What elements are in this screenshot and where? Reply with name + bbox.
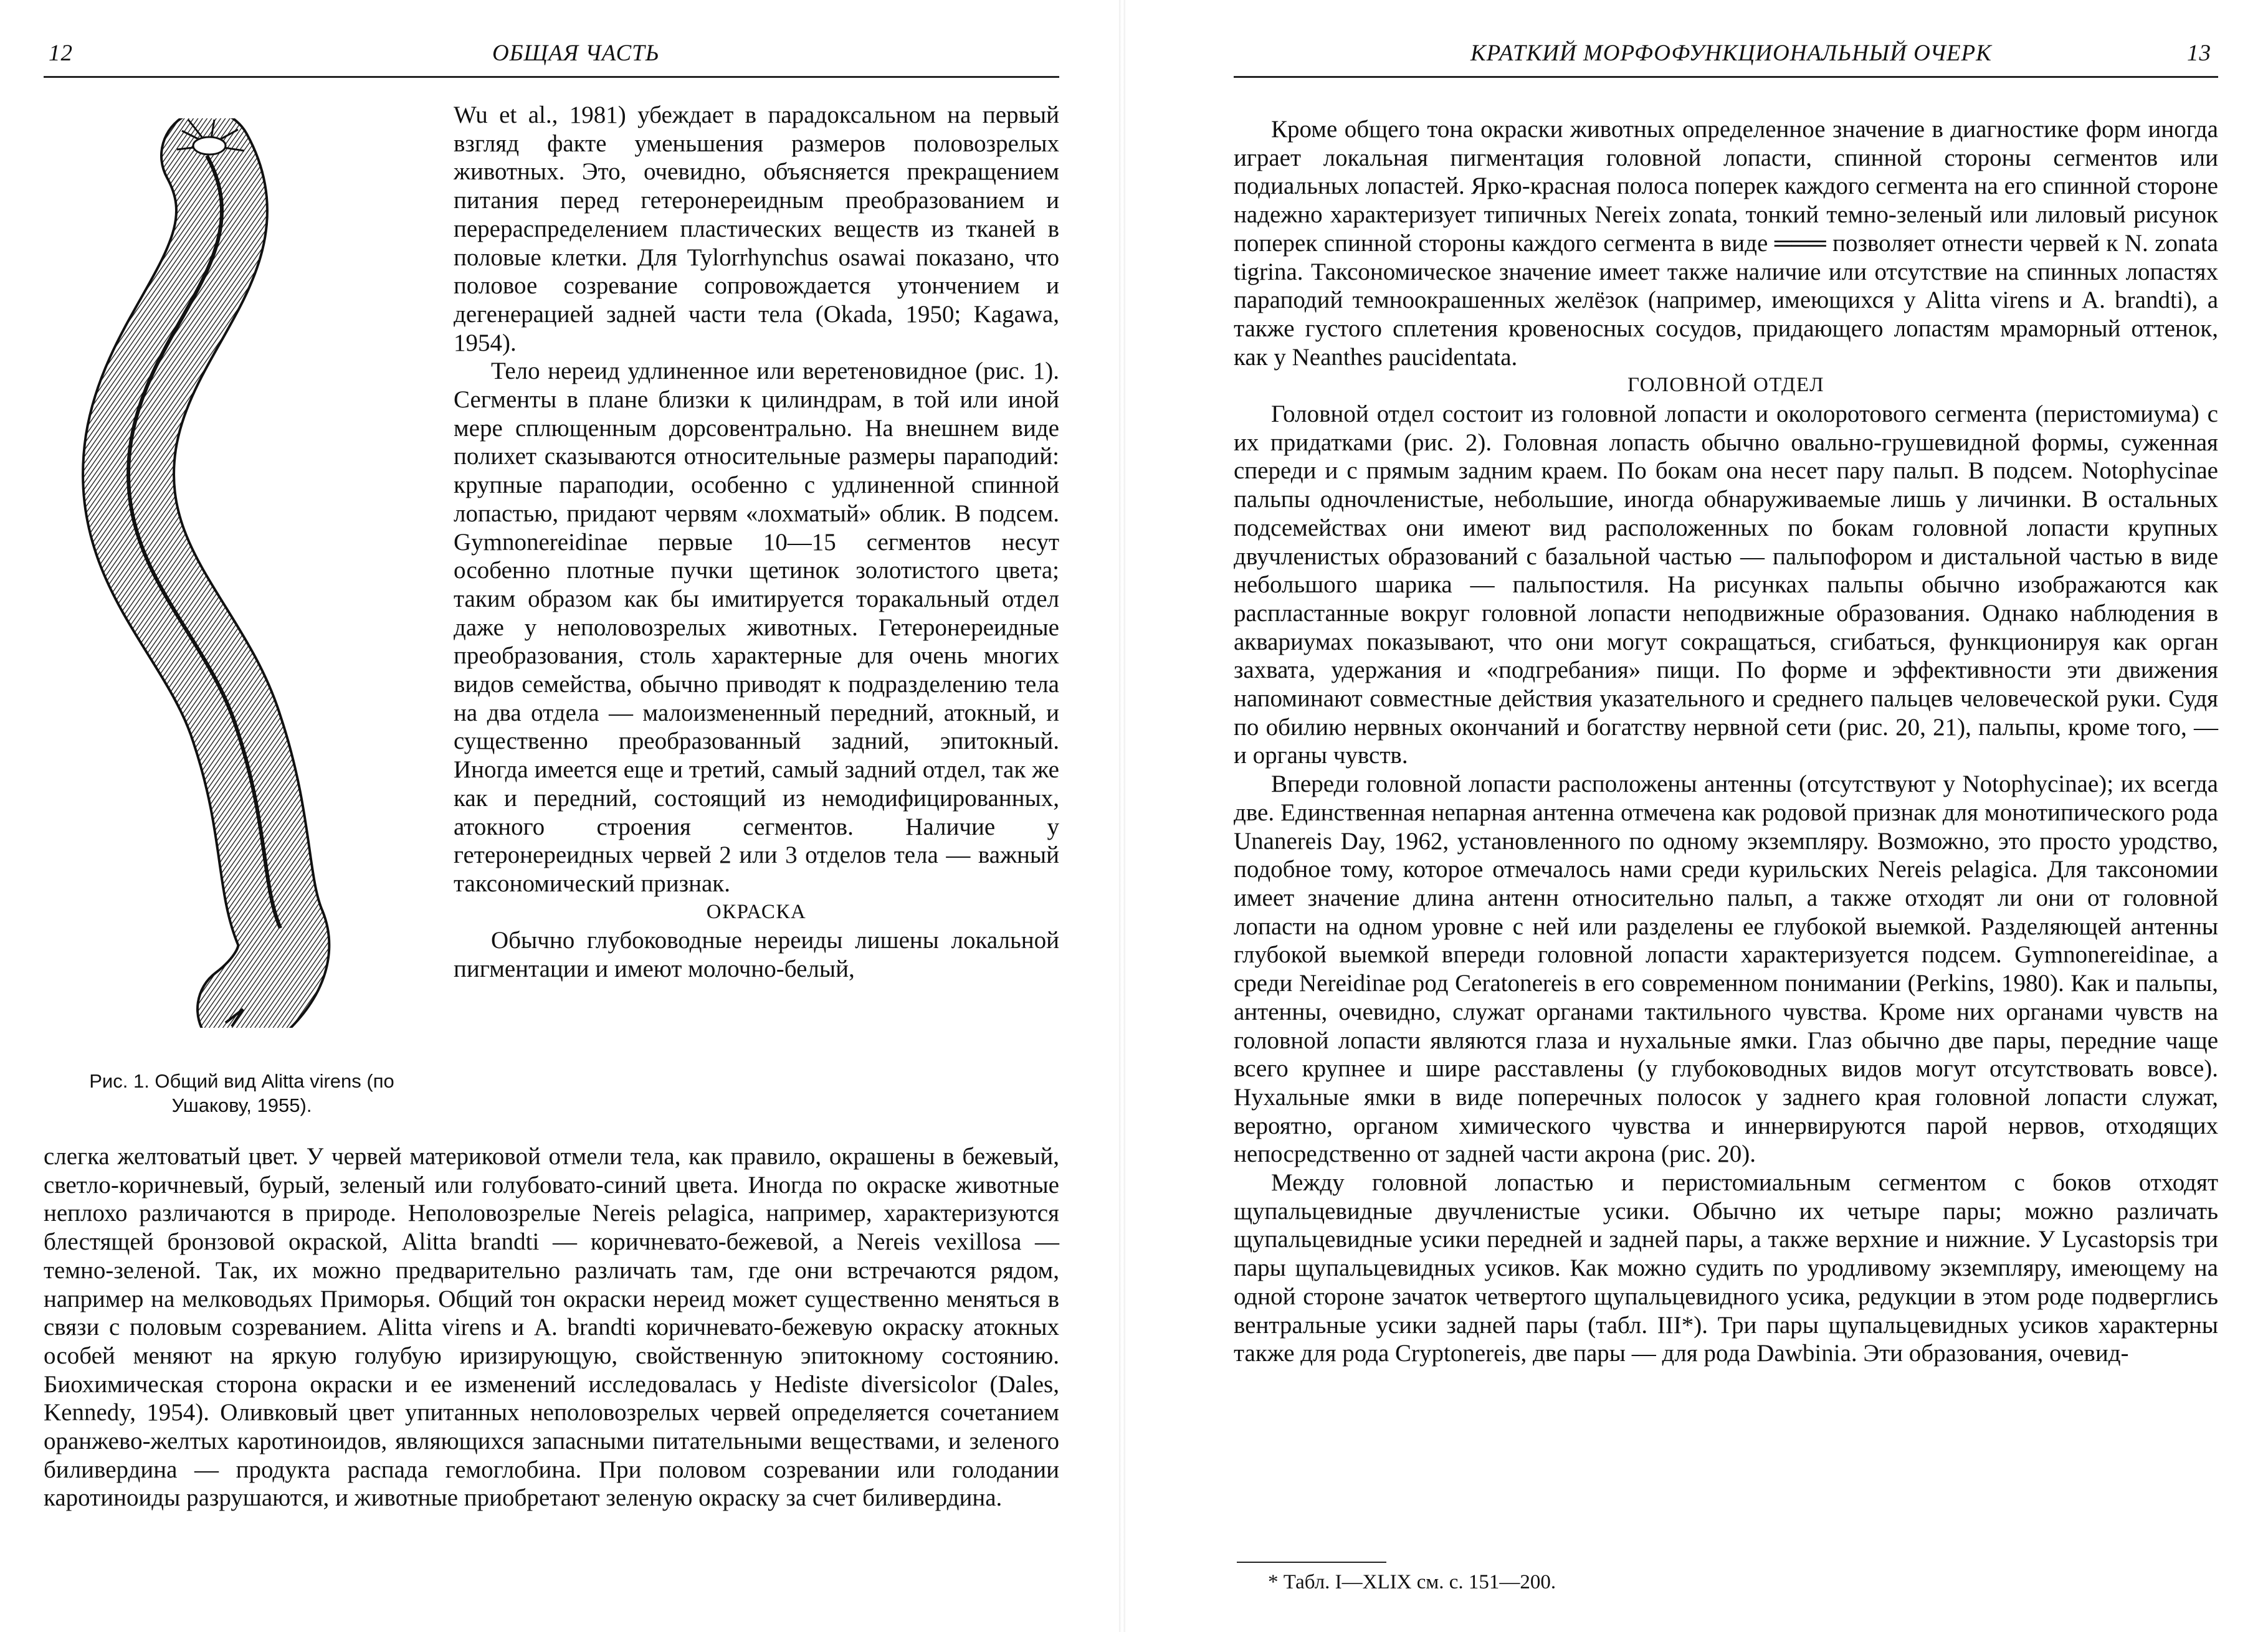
paragraph: Тело нереид удлиненное или веретеновидное (рис. 1). Сегменты в плане близки к цилиндрам, в той или иной мере сплющенным дорсовентрально. На внешнем виде полихет сказываются относительные размеры параподий: крупные параподии, особенно с удлиненной спинной лопастью, придают червям «лохматый» облик. В подсем. Gymnonereidinae первые 10—15 сегментов несут особенно плотные пучки щетинок золотистого цвета; таким образом как бы имитируется торакальный отдел даже у неполовозрелых животных. Гетеронереидные преобразования, столь характерные для очень многих видов семейства, обычно приводят к подразделению тела на два отдела — малоизмененный передний, атокный, и существенно преобразованный задний, эпитокный. Иногда имеется еще и третий, самый задний отдел, так же как и передний, состоящий из немодифицированных, атокного строения сегментов. Наличие у гетеронереидных червей 2 или 3 отделов тела — важный таксономический признак.	[454, 358, 1059, 897]
paragraph: слегка желтоватый цвет. У червей материковой отмели тела, как правило, окрашены в бежевый, светло-коричневый, бурый, зеленый или голубовато-синий цвета. Иногда по окраске животные неплохо различаются в природе. Неполовозрелые Nereis pelagica, например, характеризуются блестящей бронзовой окраской, Alitta brandti — коричневато-бежевой, a Nereis vexillosa — темно-зеленой. Так, их можно предварительно различать там, где они встречаются рядом, например на мелководьях Приморья. Общий тон окраски нереид может существенно меняться в связи с половым созреванием. Alitta virens и A. brandti коричневато-бежевую окраску атокных особей меняют на яркую голубую иризирующую, свойственную эпитокному состоянию. Биохимическая сторона окраски и ее изменений исследовалась у Hediste diversicolor (Dales, Kennedy, 1954). Оливковый цвет упитанных неполовозрелых червей определяется сочетанием оранжево-желтых каротиноидов, являющихся запасными питательными веществами, и зеленого биливердина — продукта распада гемоглобина. При половом созревании или голодании каротиноиды разрушаются, и животные приобретают зеленую окраску за счет биливердина.	[44, 1143, 1059, 1512]
header-rule-left	[44, 76, 1059, 78]
section-heading: ГОЛОВНОЙ ОТДЕЛ	[1627, 374, 1824, 397]
running-head-right: КРАТКИЙ МОРФОФУНКЦИОНАЛЬНЫЙ ОЧЕРК	[1470, 40, 1992, 66]
paragraph: Впереди головной лопасти расположены антенны (отсутствуют у Notophycinae); их всегда две. Единственная непарная антенна отмечена как родовой признак для монотипического рода Unanereis Day, 1962, установленного по одному экземпляру. Возможно, это просто уродство, подобное тому, которое отмечалось нами среди курильских Nereis pelagica. Для таксономии имеет значение длина антенн относительно пальп, а также отходят ли они от головной лопасти на одном уровне с ней или разделены ее глубокой выемкой. Разделяющей антенны глубокой выемкой впереди головной лопасти характеризуется подсем. Gymnonereidinae, а среди Nereidinae род Ceratonereis в его современном понимании (Perkins, 1980). Как и пальпы, антенны, очевидно, служат органами тактильного чувства. Кроме них органами чувств на головной лопасти являются глаза и нухальные ямки. Глаз обычно две пары, передние чаще всего крупнее и шире расставлены (у глубоководных видов могут отсутствовать вовсе). Нухальные ямки в виде поперечных полосок у заднего края головной лопасти служат, вероятно, органом химического чувства и иннервируются парой нервов, отходящих непосредственно от задней части акрона (рис. 20).	[1234, 771, 2218, 1168]
page-number-right: 13	[2187, 40, 2211, 66]
header-rule-right	[1234, 76, 2218, 78]
paragraph: Wu et al., 1981) убеждает в парадоксальном на первый взгляд факте уменьшения размеров половозрелых животных. Это, очевидно, объясняется прекращением питания перед гетеронереидным преобразованием и перераспределением пластических веществ из тканей в половые клетки. Для Tylorrhynchus osawai показано, что половое созревание сопровождается утончением и дегенерацией задней части тела (Okada, 1950; Kagawa, 1954).	[454, 102, 1059, 356]
left-right-column	[454, 101, 1059, 984]
right-page	[1122, 0, 2268, 1632]
right-text	[1234, 115, 2218, 1368]
paragraph: Головной отдел состоит из головной лопасти и околоротового сегмента (перистомиума) с их придатками (рис. 2). Головная лопасть обычно овально-грушевидной формы, суженная спереди и с прямым задним краем. По бокам она несет пару пальп. В подсем. Notophycinae пальпы одночленистые, небольшие, иногда обнаруживаемые лишь у личинки. В остальных подсемействах они имеют вид расположенных по бокам головной лопасти крупных двучленистых образований с базальной частью — пальпофором и дистальной частью в виде небольшого шарика — пальпостиля. На рисунках пальпы обычно изображаются как распластанные вокруг головной лопасти неподвижные образования. Однако наблюдения в аквариумах показывают, что они могут сокращаться, сгибаться, функционируя как орган захвата, удержания и «подгребания» пищи. По форме и эффективности эти движения напоминают совместные действия указательного и среднего пальцев человеческой руки. Судя по обилию нервных окончаний и богатству нервной сети (рис. 20, 21), пальпы, кроме того, — и органы чувств.	[1234, 401, 2218, 769]
paragraph: Между головной лопастью и перистомиальным сегментом с боков отходят щупальцевидные двучленистые усики. Обычно их четыре пары; можно различать щупальцевидные усики передней и задней пары, а также верхние и нижние. У Lycastopsis три пары щупальцевидных усиков. Как можно судить по уродливому экземпляру, имеющему на одной стороне зачаток четвертого щупальцевидного усика, редукции в этом роде подверглись вентральные усики задней пары (табл. III*). Три пары щупальцевидных усиков характерны также для рода Cryptonereis, две пары — для рода Dawbinia. Эти образования, очевид-	[1234, 1169, 2218, 1367]
left-page	[0, 0, 1122, 1632]
section-heading: ОКРАСКА	[706, 900, 807, 923]
footnote: * Табл. I—XLIX см. с. 151—200.	[1268, 1571, 1556, 1593]
paragraph: Обычно глубоководные нереиды лишены локальной пигментации и имеют молочно-белый,	[454, 927, 1059, 983]
running-head-left: ОБЩАЯ ЧАСТЬ	[492, 40, 660, 66]
footnote-rule	[1237, 1562, 1386, 1563]
paragraph: Кроме общего тона окраски животных определенное значение в диагностике форм иногда играет локальная пигментация головной лопасти, спинной стороны сегментов или подиальных лопастей. Ярко-красная полоса поперек каждого сегмента на его спинной стороне надежно характеризует типичных Nereix zonata, тонкий темно-зеленый или лиловый рисунок поперек спинной стороны каждого сегмента в виде ═══ позволяет отнести червей к N. zonata tigrina. Таксономическое значение имеет также наличие или отсутствие на спинных лопастях параподий темноокрашенных желёзок (например, имеющихся у Alitta virens и A. brandti), а также густого сплетения кровеносных сосудов, придающего лопастям мраморный оттенок, как у Neanthes paucidentata.	[1234, 116, 2218, 371]
figure-caption: Рис. 1. Общий вид Alitta virens (по Ушакову, 1955).	[89, 1070, 394, 1116]
left-full-width-text	[44, 1142, 1059, 1512]
worm-body-segments	[128, 156, 284, 1009]
nereid-worm-figure	[56, 118, 436, 1028]
page-number-left: 12	[49, 40, 73, 66]
